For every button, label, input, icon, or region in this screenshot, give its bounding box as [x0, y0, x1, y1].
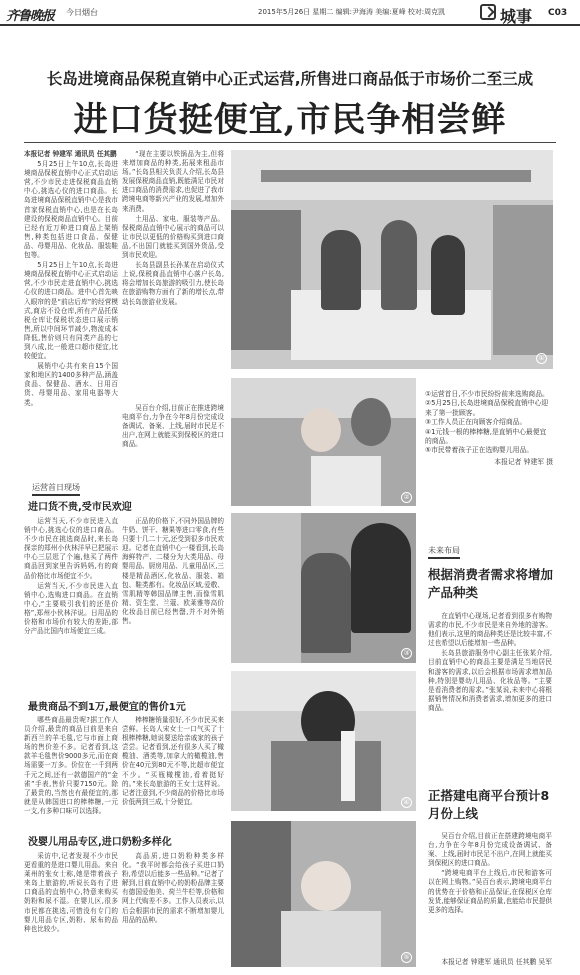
headline-title: 进口货挺便宜,市民争相尝鲜	[73, 100, 507, 140]
sec3-column-left	[24, 852, 118, 964]
page-header	[0, 0, 580, 26]
sec3-paragraph: 采访中,记者发现不少市民更看重的是进口婴儿用品。来自莱州的张女士称,她是带着孩子来岛上旅游的,听说长岛有了进口商品的直销中心,特意来购买奶粉和尿不湿。在婴儿区,很多市民都在挑选,可惜没有专门的婴儿用品专区,奶粉、尿布的品种也比较少。	[24, 852, 118, 933]
main-paragraph: 土用品、家电、服装等产品。保税商品直销中心展示的商品可以让市民以更低的价格购买到进口商品,不出国门就能买到国外货品,受到市民欢迎。	[122, 214, 224, 260]
main-column-3	[122, 404, 224, 472]
future-column-2	[428, 832, 552, 956]
main-paragraph: 吴百台介绍,目前正在推进跨境电商平台,力争在今年8月份完成设备调试、备案、上线,届时市民足不出户,在网上就能买到保税区的进口商品。	[122, 404, 224, 449]
subheading-more-products: 根据消费者需求将增加产品种类	[428, 567, 554, 600]
section-tag: 未来布局	[428, 545, 460, 559]
future-paragraph: 长岛县旅游服务中心副主任张某介绍,目前直销中心的商品主要是满足当地居民和游客的需求,以后会根据市场需求增加品种,特别是婴幼儿用品、化妆品等。“主要是看消费者的需求。”张某说,未来中心将根据销售情况和消费者需求,增加更多的进口商品。	[428, 649, 552, 712]
main-paragraph: 展销中心共有来自15个国家和地区的1400多种产品,涵盖食品、保健品、酒水、日用百货、母婴用品、家用电器等大类。	[24, 362, 118, 407]
sec1-paragraph: 运营当天,不少市民进入直销中心,挑选心仪的进口商品。不少市民在挑选商品时,来长岛探亲的郑州小伙林洋早已把展示中心三层逛了个遍,他买了两件商品回到家里告诉妈妈,有的商品价格比市场便宜不少。	[24, 517, 118, 580]
photo-lollipop	[231, 671, 416, 811]
photo-number-badge: ⑤	[401, 952, 412, 963]
main-paragraph: 5月25日上午10点,长岛进境商品保税直销中心正式启动运营,不少市民走进保税商品直销中心,挑选心仪的进口商品。长岛进境商品保税直销中心是我市首家保税直销中心,也是在长岛建设的保税商品直销中心。目前已经有近万种进口商品上架销售,种类包括进口食品、保健品、母婴用品、化妆品、服装鞋包等。	[24, 160, 118, 260]
future-paragraph: “跨境电商平台上线后,市民和游客可以在网上购物。”吴百台表示,跨境电商平台的优势在于价格和正品保证,在保税区仓库发货,能够保证商品的质量,也能给市民提供更多的选择。	[428, 869, 552, 914]
caption-line: ④1元钱一根的棒棒糖,是直销中心最便宜的商品。	[425, 427, 547, 446]
subheading-affordable: 进口货不贵,受市民欢迎	[28, 502, 132, 513]
headline-subtitle: 长岛进境商品保税直销中心正式运营,所售进口商品低于市场价二至三成	[46, 70, 534, 88]
photo-credit: 本报记者 钟建军 摄	[494, 457, 553, 466]
page-number: C03	[548, 8, 568, 18]
sec1-paragraph: 正品的价格下,不同外国品牌的牛奶、饼干、糖果等进口零食,有些只要十几二十元,还受到很多市民欢迎。记者在直销中心一楼看到,长岛海鲜特产、二楼分为大类用品、母婴用品、厨房用品、儿童用品区,三楼是精品酒区,化妆品、服装、箱包、鞋类都有。化妆品区域,爱敬、雪肌精等韩国品牌主售,而像雪肌精、资生堂、兰蔻、欧莱雅等高价化妆品目前已经售罄,并不对外销售。	[122, 517, 224, 626]
photo-supermarket-crowd	[231, 150, 553, 369]
subheading-ecommerce: 正搭建电商平台预计8月份上线	[428, 788, 550, 821]
sec2-paragraph: 哪些商品最贵呢?据工作人员介绍,最贵的商品目前是来自新西兰的羊毛毯,它与市面上商场的售价差不多。记者看到,这款羊毛毯售价9000多元,而在商场需要一万多。价位在一千到两千元之间,还有一款德国产的“金雀”手表,售价只要7150元。除了最贵的,当然也有最便宜的,那就是从韩国进口的棒棒糖,一元一支,有多种口味可以选择。	[24, 716, 118, 815]
section-name: 城事	[500, 7, 533, 26]
sec1-column-left	[24, 517, 118, 687]
newspaper-logo: 齐鲁晚报	[6, 9, 55, 24]
section-arrow-icon	[480, 4, 496, 20]
caption-line: ⑤市民带着孩子正在选购婴儿用品。	[425, 446, 534, 455]
photo-captions	[425, 390, 553, 467]
sec3-column-right	[122, 852, 224, 964]
caption-line: ③工作人员正在向顾客介绍商品。	[425, 418, 527, 427]
section-tag: 运营首日现场	[32, 482, 80, 496]
future-paragraph: 在直销中心现场,记者看到很多有购物需求的市民,不少市民是来自外地的游客。他们表示,这里的商品种类还是比较丰富,不过也希望以后能增加一些品种。	[428, 612, 552, 648]
sec2-column-left	[24, 716, 118, 828]
sec3-paragraph: 高品质,进口奶粉种类多样化。“我平时都会给孩子买进口奶粉,希望以后能多一些品种。”记者了解到,目前直销中心的奶粉品牌主要有德国爱他美、荷兰牛栏等,价格和网上代购差不多。工作人员表示,以后会根据市民的需求不断增加婴儿用品的品种。	[122, 852, 224, 924]
headline-rule	[24, 142, 556, 143]
main-paragraph: “现在主要以铁锅品为主,但将来增加商品的种类,拓展来租品市场。”长岛县相关负责人介绍,长岛县发展保税商品直销,既能满足市民对进口商品的消费需求,也促进了我市跨境电商等新兴产业的发展,增加外来消费。	[122, 150, 224, 213]
photo-staff-cosmetics	[231, 513, 416, 663]
sec2-paragraph: 棒棒糖销量很好,不少市民买来尝鲜。长岛人宋女士一口气买了十根棒棒糖,她说要送给亲戚家的孩子尝尝。记者看到,还有很多人买了橄榄油、酒类等,加拿大的橄榄油,售价在40元到80元不等,比超市便宜不少。“买瓶橄榄油,看着挺好的。”来长岛旅游的王女士这样说。记者注意到,不少商品的价格比市场价低两到三成,十分便宜。	[122, 716, 224, 806]
main-column-1	[24, 150, 118, 472]
future-byline: 本报记者 钟建军 通讯员 任其鹏 吴军	[441, 958, 552, 966]
future-paragraph: 吴百台介绍,目前正在搭建跨境电商平台,力争在今年8月份完成设备调试、备案、上线,届时市民足不出户,在网上就能买到保税区的进口商品。	[428, 832, 552, 868]
edition-label: 今日烟台	[66, 8, 98, 17]
photo-number-badge: ②	[401, 492, 412, 503]
main-paragraph: 长岛县副县长孙某在启动仪式上说,保税商品直销中心落户长岛,将会增加长岛旅游的吸引力,使长岛在旅游购物方面有了新的增长点,带动长岛旅游业发展。	[122, 261, 224, 306]
photo-number-badge: ①	[536, 353, 547, 364]
sec1-paragraph: 运营当天,不少市民进入直销中心,选购进口商品。在直销中心,“主要吸引我们的还是价格”,郑州小伙林洋说。日用品的价格和市场价有较大的差距,部分产品比国内市场便宜三成。	[24, 581, 118, 636]
sec1-column-right	[122, 517, 224, 687]
sec2-column-right	[122, 716, 224, 828]
main-paragraph: 5月25日上午10点,长岛进境商品保税直销中心正式启动运营,不少市民走进直销中心,挑选心仪的进口商品。进中心首先映入眼帘的是“前店后库”的经营模式,商店不设仓库,所有产品托保税仓库让保税状态进口展示销售,所以中间环节减少,物流成本降低,售价则只有同类产品的七到八成,比一般进口超市便宜,比较便宜。	[24, 261, 118, 361]
photo-number-badge: ④	[401, 797, 412, 808]
issue-meta: 2015年5月26日 星期二 编辑:尹海涛 美编:夏峰 校对:周克凯	[258, 8, 446, 16]
photo-baby-shopping	[231, 821, 416, 967]
caption-line: ①运营首日,不少市民纷纷前来选购商品。	[425, 390, 549, 398]
subheading-prices: 最贵商品不到1万,最便宜的售价1元	[28, 702, 186, 713]
main-byline: 本报记者 钟建军 通讯员 任其鹏	[24, 150, 117, 158]
subheading-baby-products: 没婴儿用品专区,进口奶粉多样化	[28, 837, 172, 848]
photo-number-badge: ③	[401, 648, 412, 659]
photo-family-shopping	[231, 378, 416, 506]
future-column-1	[428, 612, 552, 777]
caption-line: ②5月25日,长岛进境商品保税直销中心迎来了第一批顾客。	[425, 399, 549, 417]
